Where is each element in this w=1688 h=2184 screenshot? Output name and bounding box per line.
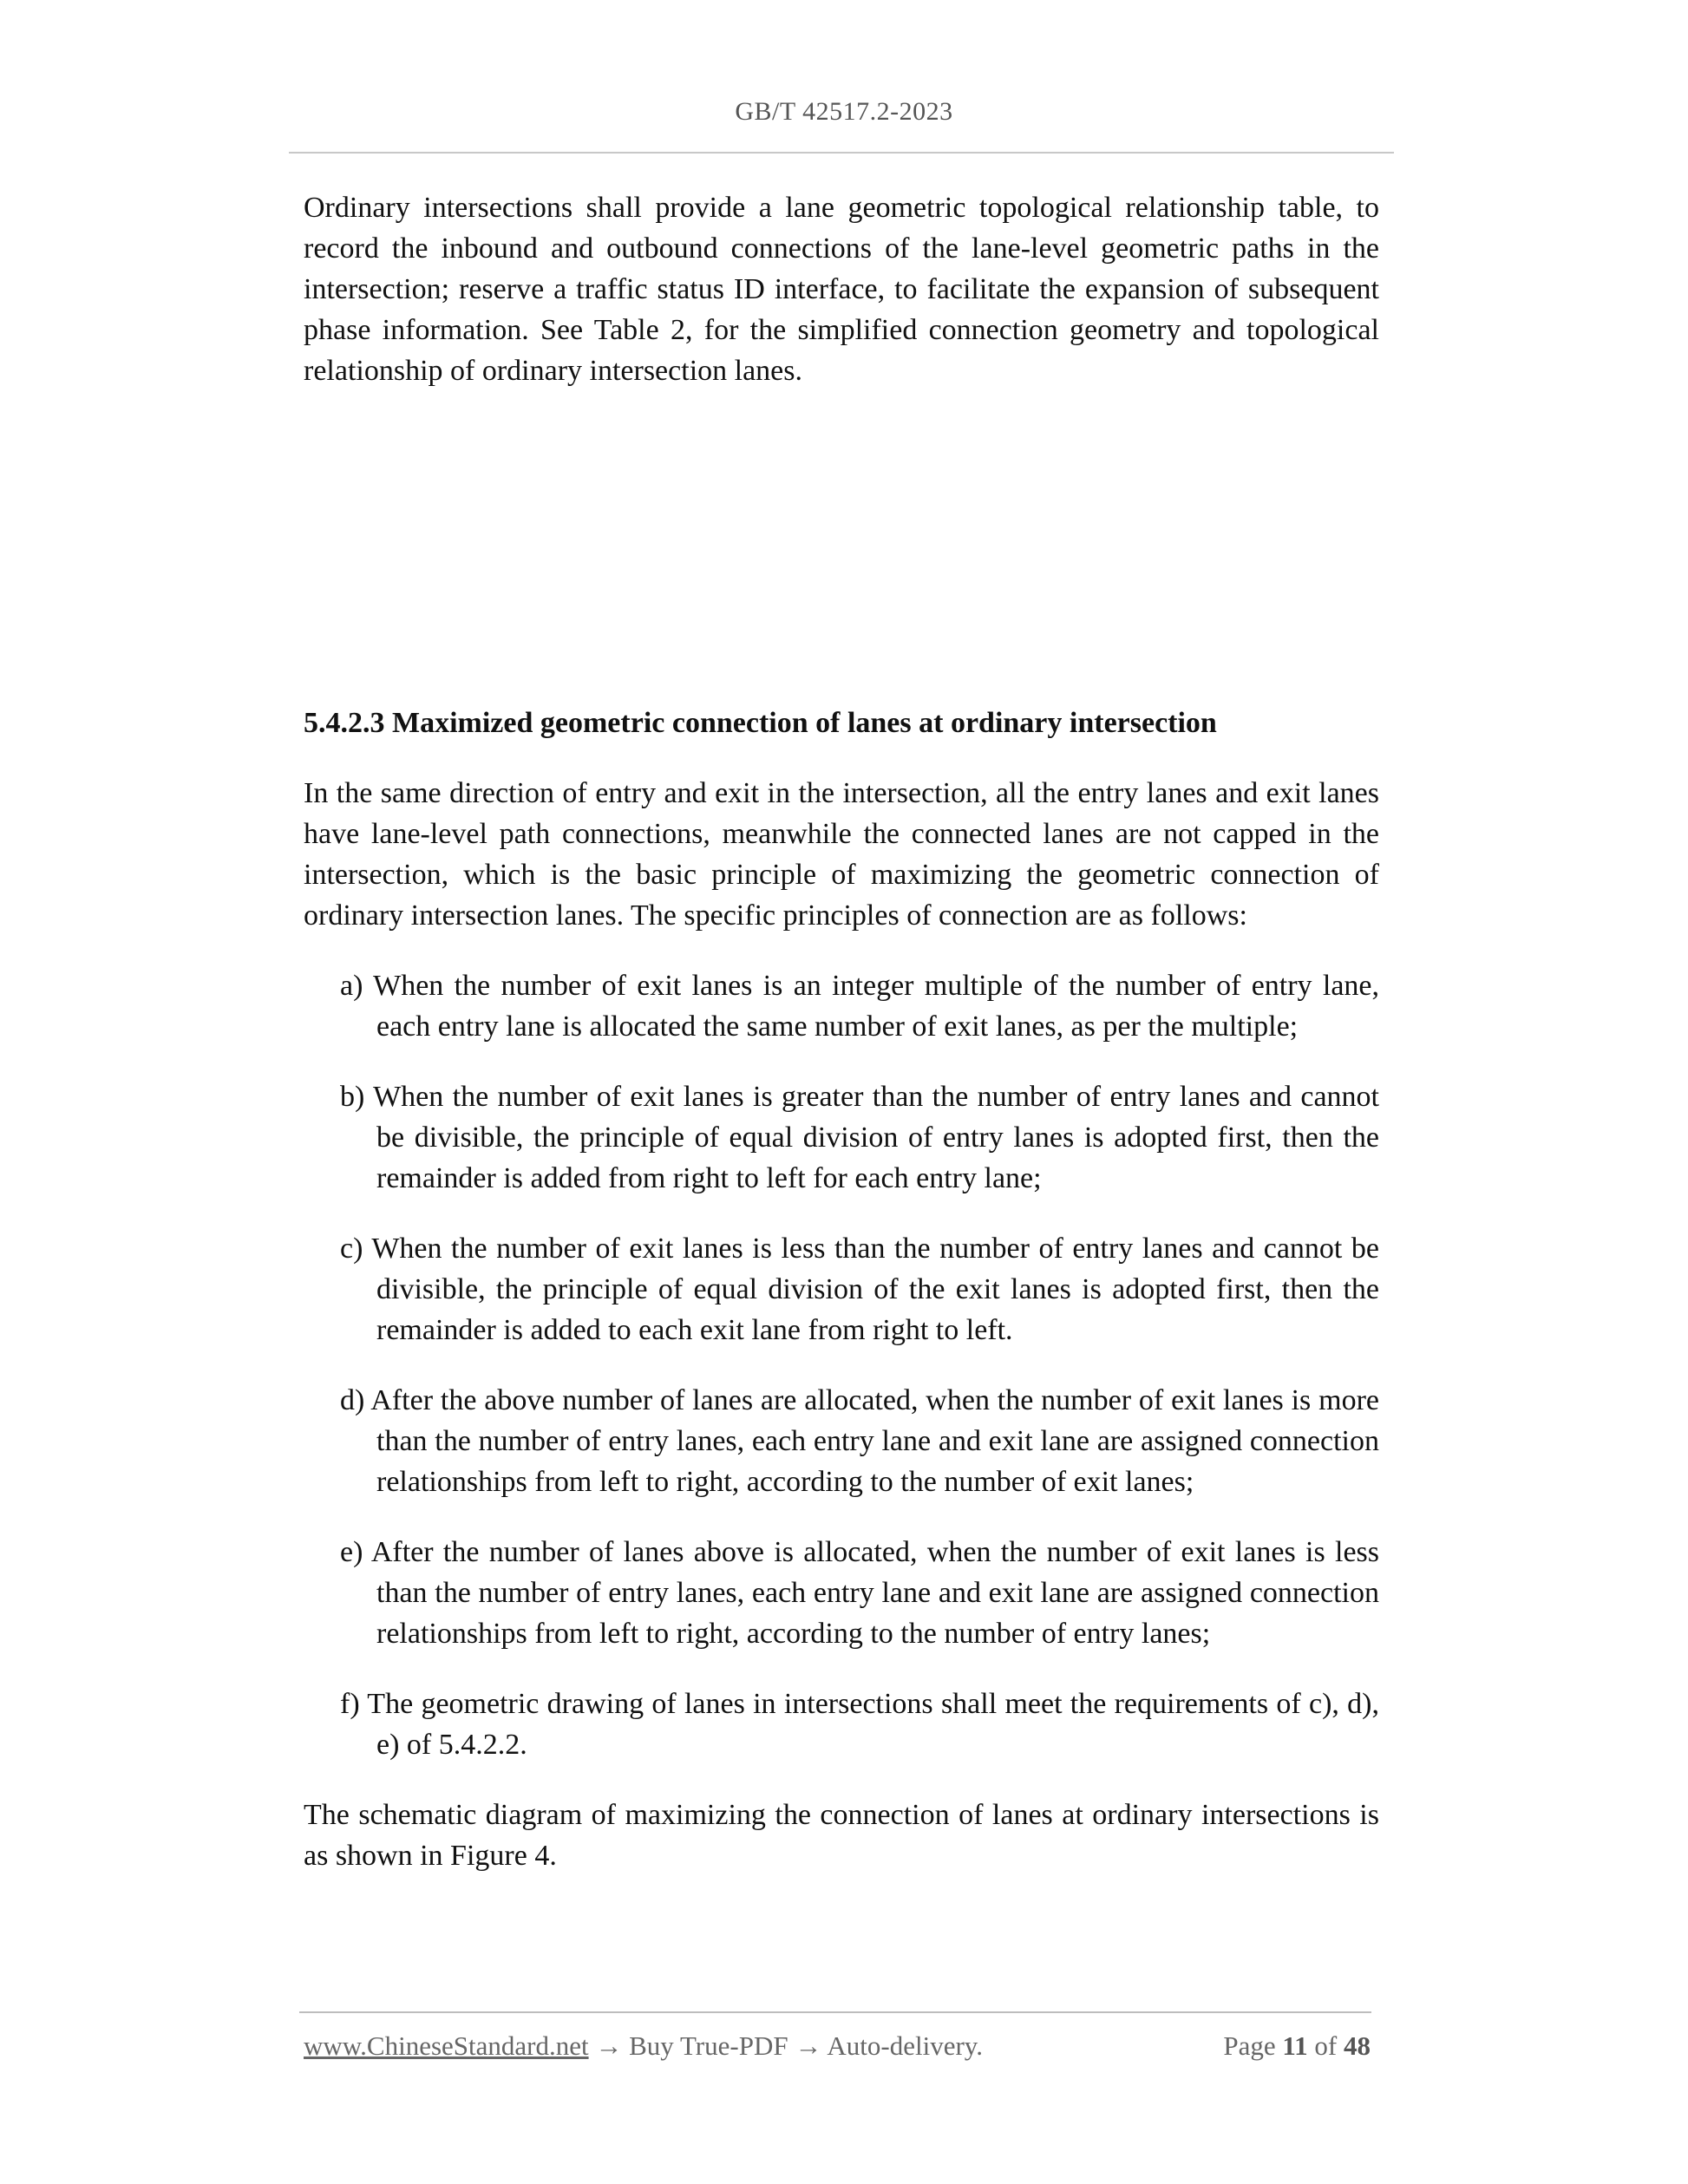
total-pages: 48 [1344, 2030, 1371, 2061]
site-link[interactable]: www.ChineseStandard.net [304, 2030, 589, 2061]
list-item-b: b) When the number of exit lanes is greater than the number of entry lanes and cannot be divisible, the principle of equal division of entry lanes is adopted first, then the remainder is added from right to left for each entry lane; [340, 1081, 1379, 1194]
list-item-e: e) After the number of lanes above is allocated, when the number of exit lanes is less than the number of entry lanes, each entry lane and exit lane are assigned connection relationships from left to right, according to the number of entry lanes; [340, 1536, 1379, 1650]
arrow-right-icon: → [795, 2030, 822, 2061]
section-intro-paragraph: In the same direction of entry and exit in the intersection, all the entry lanes and exit lanes have lane-level path connections, meanwhile the connected lanes are not capped in the intersection, which is the basic principle of maximizing the geometric connection of ordinary intersection lanes. The specific principles of connection are as follows: [304, 777, 1379, 932]
closing-paragraph: The schematic diagram of maximizing the connection of lanes at ordinary intersections is as shown in Figure 4. [304, 1799, 1379, 1872]
header-divider [289, 152, 1394, 154]
footer-divider [299, 2011, 1371, 2013]
buy-pdf-text: Buy True-PDF [629, 2030, 788, 2061]
blank-space [304, 391, 1379, 703]
list-item-d: d) After the above number of lanes are allocated, when the number of exit lanes is more than the number of entry lanes, each entry lane and exit lane are assigned connection relationships from left to right, according to the number of exit lanes; [340, 1384, 1379, 1498]
list-item-f: f) The geometric drawing of lanes in intersections shall meet the requirements of c), d), e) of 5.4.2.2. [340, 1688, 1379, 1761]
page-number [1223, 2030, 1371, 2062]
page-header: GB/T 42517.2-2023 [735, 97, 953, 126]
page-label: Page [1223, 2030, 1276, 2061]
arrow-right-icon: → [595, 2030, 623, 2061]
footer-promo [304, 2030, 983, 2062]
principles-list [304, 965, 1379, 1765]
list-item-c: c) When the number of exit lanes is less than the number of entry lanes and cannot be divisible, the principle of equal division of the exit lanes is adopted first, then the remainder is added to each exit lane from right to left. [340, 1233, 1379, 1346]
page-of-label: of [1314, 2030, 1338, 2061]
document-body [304, 187, 1379, 1876]
section-heading: 5.4.2.3 Maximized geometric connection of lanes at ordinary intersection [304, 707, 1217, 739]
paragraph-intro: Ordinary intersections shall provide a lane geometric topological relationship table, to record the inbound and outbound connections of the lane-level geometric paths in the intersection; reserve a traffic status ID interface, to facilitate the expansion of subsequent phase information. See Table 2, for the simplified connection geometry and topological relationship of ordinary intersection lanes. [304, 192, 1379, 387]
current-page: 11 [1282, 2030, 1308, 2061]
list-item-a: a) When the number of exit lanes is an integer multiple of the number of entry lane, each entry lane is allocated the same number of exit lanes, as per the multiple; [340, 970, 1379, 1043]
auto-delivery-text: Auto-delivery. [827, 2030, 984, 2061]
